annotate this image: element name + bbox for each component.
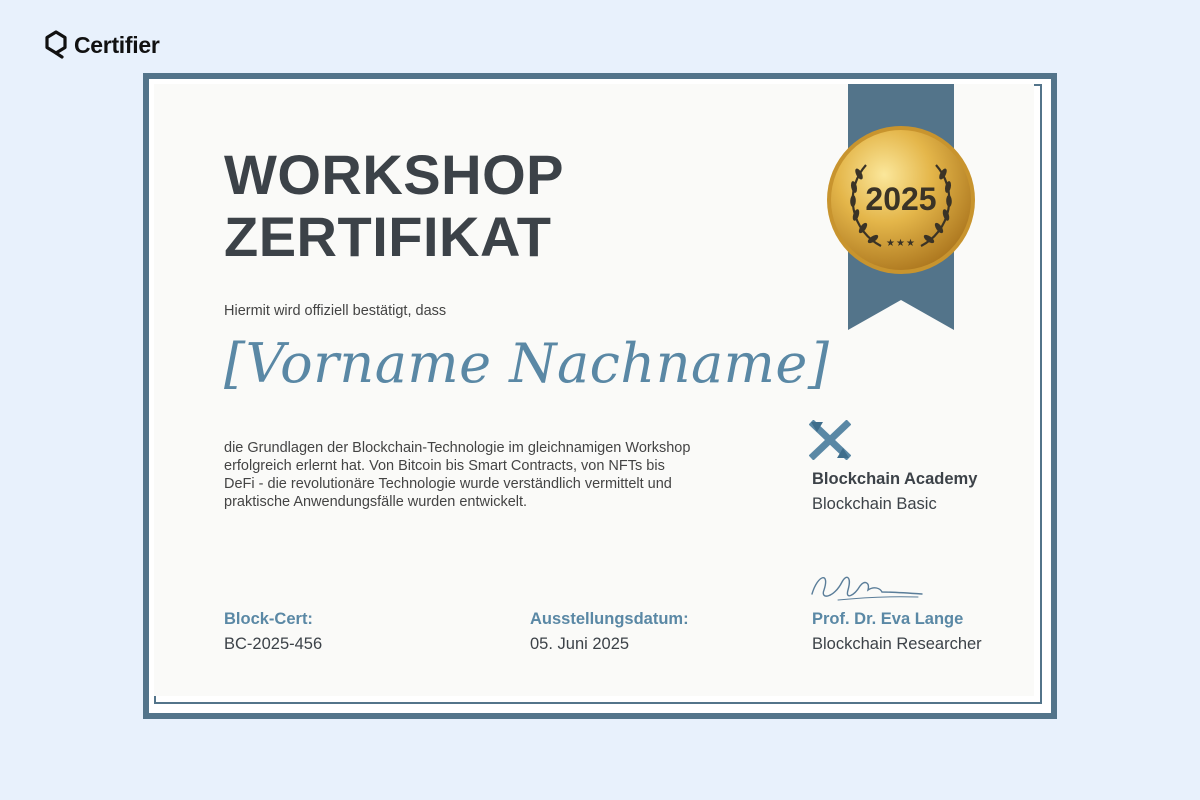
cert-id-value: BC-2025-456	[224, 635, 323, 653]
medal-year: 2025	[865, 181, 937, 217]
organization-name: Blockchain Academy	[812, 470, 978, 488]
brand-name: Certifier	[74, 31, 160, 58]
signature-icon	[808, 568, 928, 606]
issue-date-label: Ausstellungsdatum:	[530, 610, 689, 628]
year-medal	[826, 125, 976, 275]
certificate-title	[224, 144, 564, 268]
blockchain-academy-logo-icon	[809, 420, 851, 460]
certificate-frame	[143, 73, 1057, 719]
recipient-name: [Vorname Nachname]	[224, 332, 830, 395]
issue-date-value: 05. Juni 2025	[530, 635, 630, 653]
signer-name: Prof. Dr. Eva Lange	[812, 610, 964, 628]
certifier-logo-icon	[44, 30, 68, 60]
title-line-2: ZERTIFIKAT	[224, 205, 552, 268]
certificate-paper	[154, 84, 1034, 696]
signer-role: Blockchain Researcher	[812, 635, 982, 653]
stars-icon: ★★★	[886, 238, 916, 249]
cert-id-label: Block-Cert:	[224, 610, 313, 628]
title-line-1: WORKSHOP	[224, 143, 564, 206]
description-text: die Grundlagen der Blockchain-Technologie im gleichnamigen Workshop erfolgreich erlernt hat. Von Bitcoin bis Smart Contracts, von NFTs bis DeFi - die revolutionäre Technologie wurde verständlich vermittelt und praktische Anwendungsfälle wurden entwickelt.	[224, 440, 691, 510]
certifier-brand	[44, 30, 160, 60]
course-name: Blockchain Basic	[812, 495, 937, 513]
intro-text: Hiermit wird offiziell bestätigt, dass	[224, 303, 447, 319]
